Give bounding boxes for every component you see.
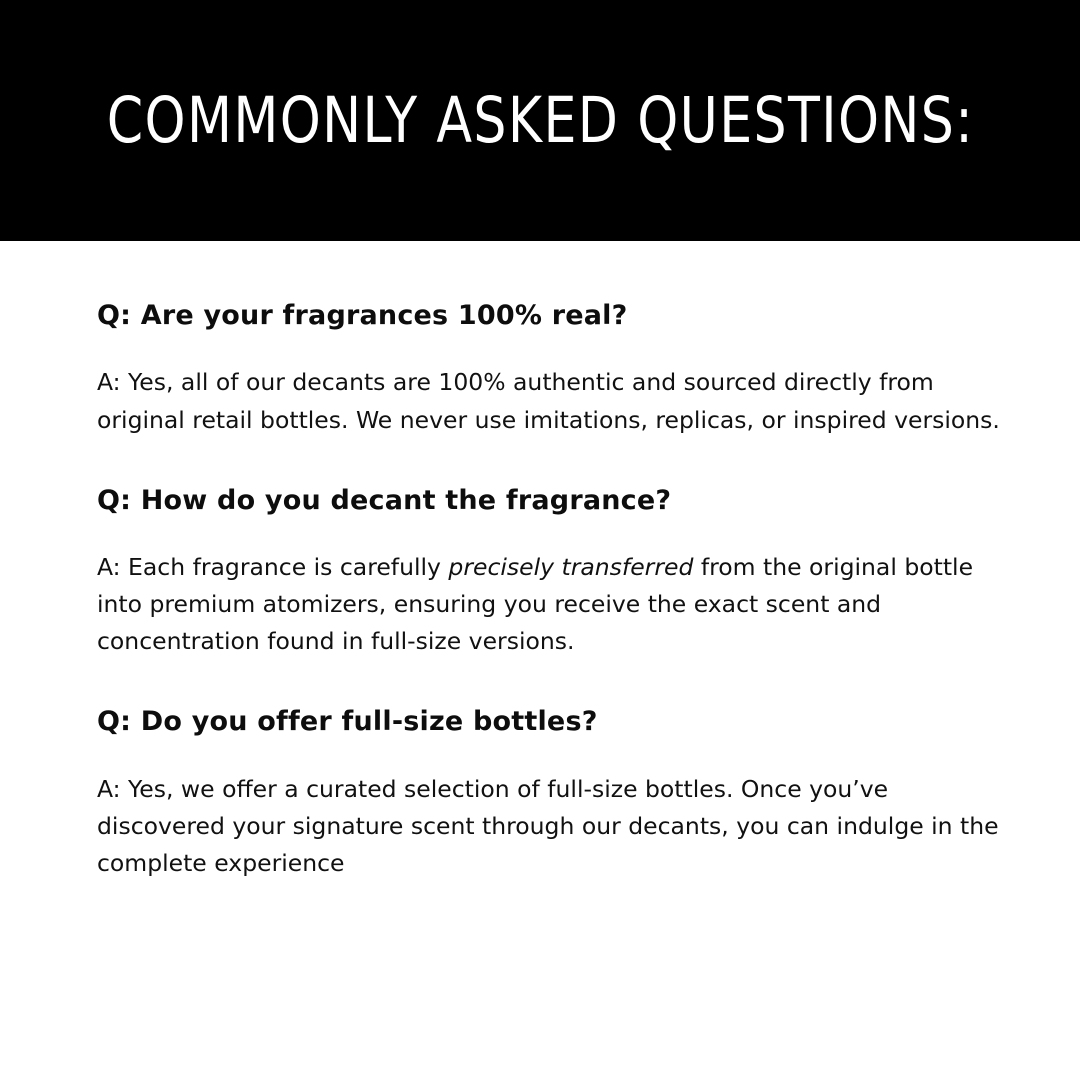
faq-item [97, 706, 1012, 882]
header-banner [0, 0, 1080, 241]
faq-answer-emphasis: precisely transferred [448, 553, 694, 582]
faq-item [97, 485, 1012, 661]
page-title: COMMONLY ASKED QUESTIONS: [106, 84, 974, 157]
faq-answer [97, 771, 1012, 882]
faq-question: Q: Are your fragrances 100% real? [97, 300, 628, 331]
faq-question: Q: Do you offer full-size bottles? [97, 706, 598, 738]
faq-answer [97, 549, 1012, 660]
faq-item [97, 300, 1012, 439]
faq-question: Q: How do you decant the fragrance? [97, 484, 672, 516]
faq-answer-text: A: Yes, all of our decants are 100% authentic and sourced directly from original retail bottles. We never use imitations, replicas, or inspired versions. [97, 368, 1000, 434]
faq-answer-text: A: Yes, we offer a curated selection of full-size bottles. Once you’ve discovered your signature scent through our decants, you can indulge in the complete experience [97, 774, 999, 878]
faq-list [97, 300, 1012, 882]
faq-answer-text: A: Each fragrance is carefully [97, 553, 449, 582]
faq-answer [97, 364, 1012, 438]
faq-answer-text-cont: from the original bottle into premium atomizers, ensuring you receive the exact scent and concentration found in full-size versions. [97, 553, 974, 656]
